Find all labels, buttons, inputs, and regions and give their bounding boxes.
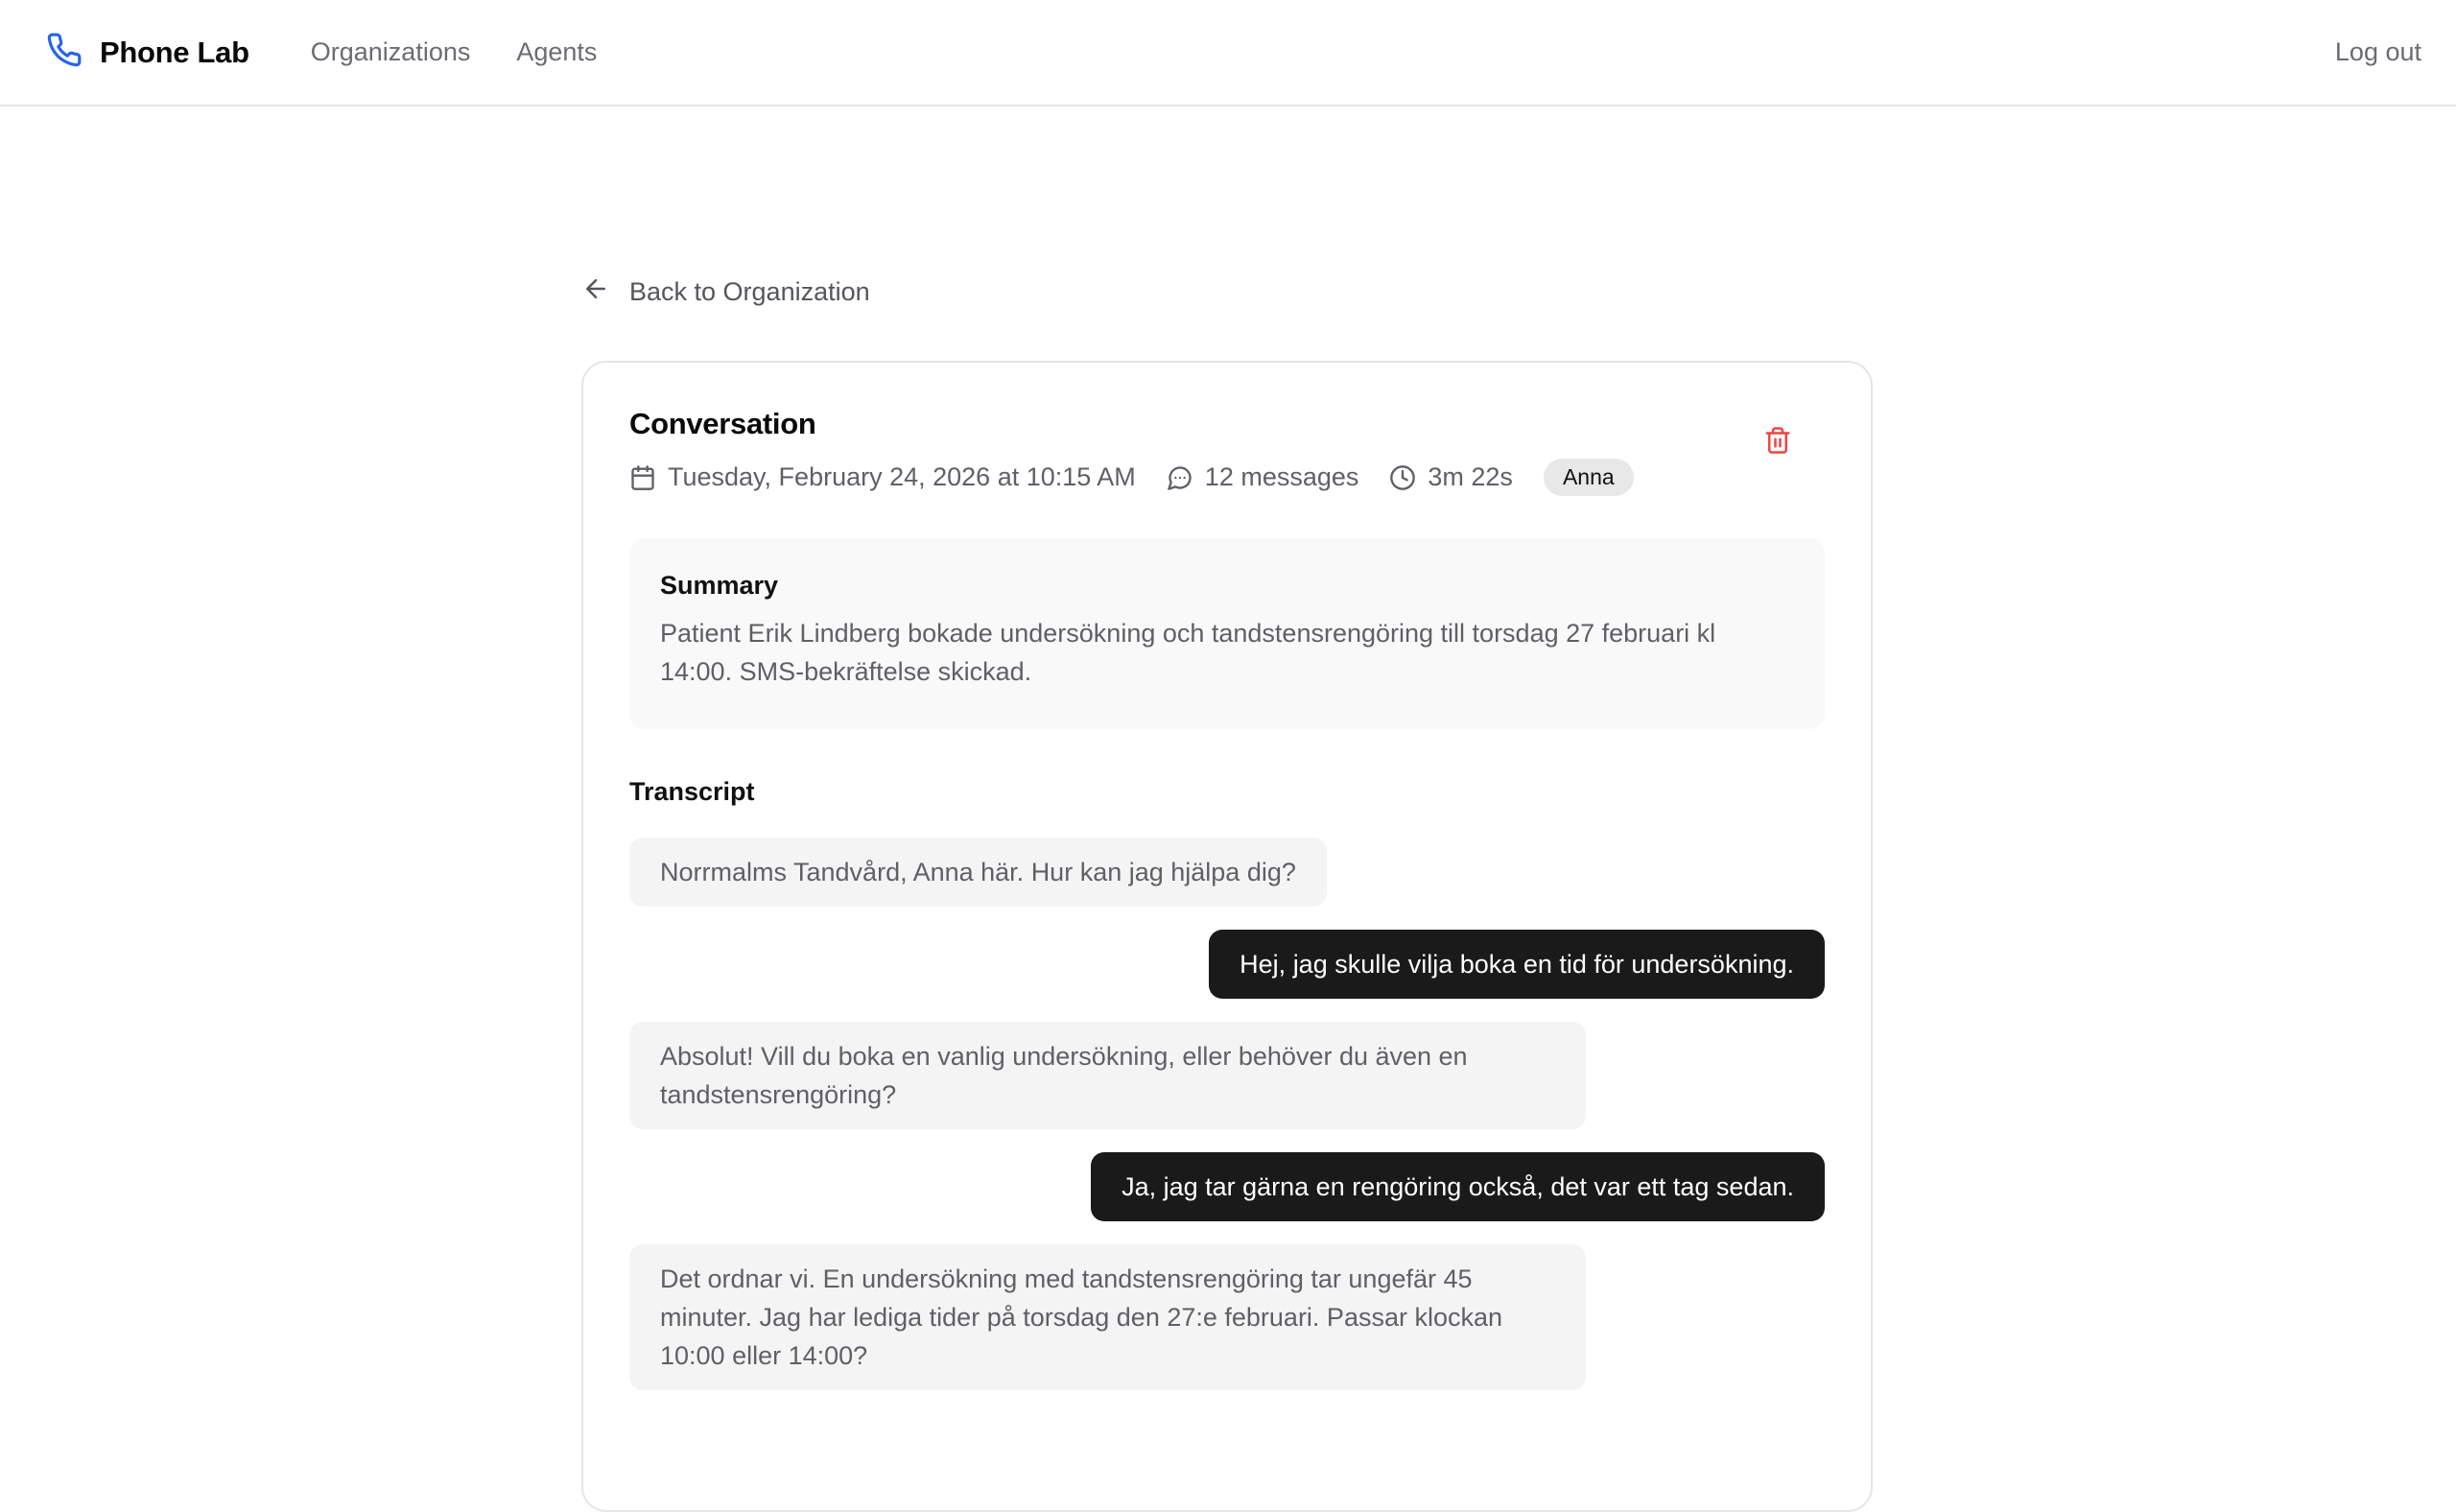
top-navbar (0, 0, 2456, 106)
agent-message: Absolut! Vill du boka en vanlig undersökning, eller behöver du även en tandstensrengöring? (629, 1022, 1586, 1129)
agent-badge: Anna (1544, 459, 1634, 496)
delete-conversation-button[interactable] (1763, 426, 1792, 455)
transcript-heading: Transcript (629, 777, 755, 806)
back-to-organization-link[interactable] (581, 274, 870, 310)
duration-info (1389, 462, 1513, 492)
conversation-meta (629, 459, 1825, 496)
logout-button[interactable]: Log out (2334, 37, 2421, 66)
nav-organizations[interactable]: Organizations (310, 37, 471, 66)
conversation-card (581, 361, 1873, 1512)
main-content (581, 106, 1873, 1370)
main-nav (311, 37, 598, 67)
message-count-info (1167, 462, 1359, 492)
calendar-icon (629, 464, 656, 491)
brand-name: Phone Lab (100, 35, 249, 69)
summary-box (629, 538, 1825, 729)
date-info (629, 462, 1136, 492)
user-message: Ja, jag tar gärna en rengöring också, det var ett tag sedan. (1091, 1152, 1825, 1221)
page-title: Conversation (629, 407, 816, 440)
brand-logo[interactable] (46, 32, 249, 73)
trash-icon (1763, 426, 1792, 455)
back-link-label: Back to Organization (629, 277, 870, 306)
summary-heading: Summary (660, 571, 779, 600)
clock-icon (1389, 464, 1416, 491)
message-count: 12 messages (1204, 462, 1359, 491)
summary-text: Patient Erik Lindberg bokade undersökning och tandstensrengöring till torsdag 27 februari kl 14:00. SMS-bekräftelse skickad. (660, 619, 1716, 686)
transcript-messages (629, 838, 1825, 1390)
conversation-date: Tuesday, February 24, 2026 at 10:15 AM (668, 462, 1136, 491)
agent-message: Det ordnar vi. En undersökning med tandstensrengöring tar ungefär 45 minuter. Jag har lediga tider på torsdag den 27:e februari. Passar klockan 10:00 eller 14:00? (629, 1244, 1586, 1390)
phone-icon (46, 32, 83, 73)
arrow-left-icon (581, 274, 610, 310)
agent-message: Norrmalms Tandvård, Anna här. Hur kan jag hjälpa dig? (629, 838, 1327, 907)
message-bubble-icon (1167, 464, 1193, 491)
duration: 3m 22s (1428, 462, 1513, 491)
user-message: Hej, jag skulle vilja boka en tid för undersökning. (1209, 930, 1825, 999)
nav-agents[interactable]: Agents (516, 37, 598, 66)
